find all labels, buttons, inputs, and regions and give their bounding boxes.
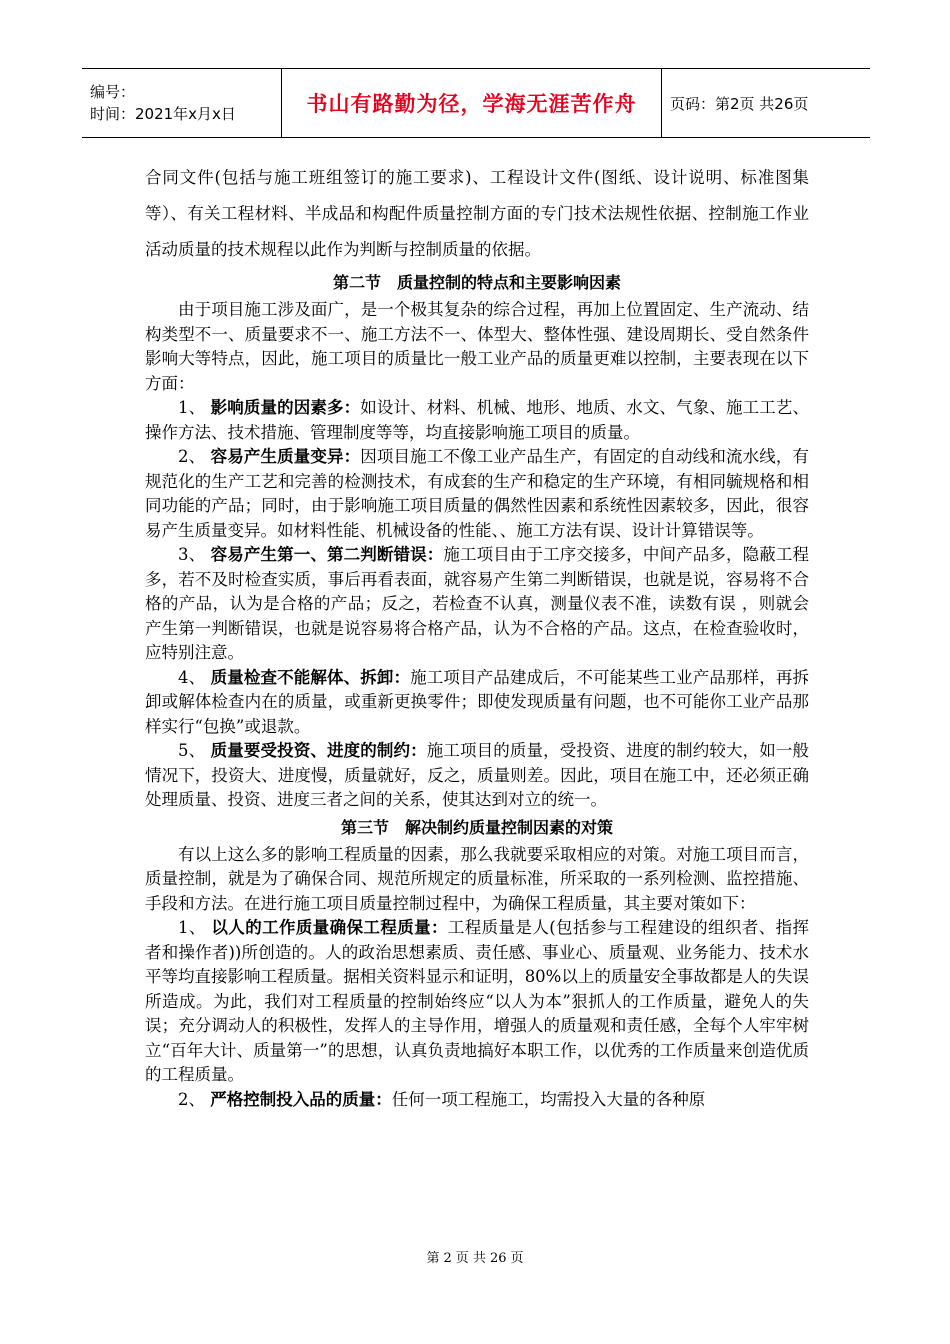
item-text: 工程质量是人(包括参与工程建设的组织者、指挥者和操作者))所创造的。人的政治思想素质、责任感、事业心、质量观、业务能力、技术水平等均直接影响工程质量。据相关资料显示和证明，80%以上的质量安全事故都是人的失误所造成。为此，我们对工程质量的控制始终应“以人为本”狠抓人的工作质量，避免人的失误；充分调动人的积极性，发挥人的主导作用，增强人的质量观和责任感，全每个人牢牢树立“百年大计、质量第一”的思想，认真负责地搞好本职工作，以优秀的工作质量来创造优质的工程质量。 (145, 918, 810, 1084)
section-3-item (145, 916, 809, 1088)
section-3-title: 第三节 解决制约质量控制因素的对策 (340, 817, 613, 837)
footer-total-pages: 26 (489, 1251, 507, 1266)
item-title: 容易产生第一、第二判断错误： (210, 545, 444, 564)
section-2-item (145, 396, 809, 445)
item-text: 如设计、材料、机械、地形、地质、水文、气象、施工工艺、操作方法、技术措施、管理制度等等，均直接影响施工项目的质量。 (145, 398, 809, 442)
item-text: 任何一项工程施工，均需投入大量的各种原 (391, 1089, 706, 1109)
header-meta (82, 69, 282, 137)
item-number: 2、 (178, 1089, 205, 1109)
doc-date: 时间：2021年x月x日 (90, 105, 236, 123)
section-2-item (145, 445, 809, 543)
section-2-item (145, 739, 809, 813)
item-title: 以人的工作质量确保工程质量： (211, 918, 448, 937)
item-title: 影响质量的因素多： (210, 398, 361, 417)
item-text: 施工项目产品建成后，不可能某些工业产品那样，再拆卸或解体检查内在的质量，或重新更换零件；即使发现质量有问题，也不可能你工业产品那样实行“包换”或退款。 (145, 667, 809, 736)
footer-prefix: 第 (426, 1251, 440, 1266)
item-title: 质量检查不能解体、拆卸： (210, 667, 411, 687)
section-3-item (145, 1088, 809, 1113)
footer-page-number: 2 (443, 1251, 452, 1266)
footer-suffix: 页 (510, 1251, 524, 1266)
item-number: 5、 (178, 741, 206, 760)
page-footer (0, 1247, 950, 1266)
item-number: 1、 (178, 918, 206, 937)
item-number: 2、 (178, 447, 206, 466)
item-title: 质量要受投资、进度的制约： (210, 741, 427, 760)
header-motto-cell (282, 69, 662, 137)
doc-number: 编号： (90, 83, 136, 101)
item-text: 施工项目由于工序交接多，中间产品多，隐蔽工程多，若不及时检查实质，事后再看表面，就容易产生第二判断错误，也就是说，容易将不合格的产品，认为是合格的产品；反之，若检查不认真，测量仪表不准，读数有误 ，则就会产生第一判断错误，也就是说容易将合格产品，认为不合格的产品。这点，在检查验收时，应特别注意。 (145, 545, 809, 662)
item-title: 严格控制投入品的质量： (210, 1089, 392, 1109)
document-body (145, 160, 809, 1112)
footer-mid: 页 共 (455, 1251, 486, 1266)
intro-paragraph: 合同文件(包括与施工班组签订的施工要求)、工程设计文件(图纸、设计说明、标准图集等）、有关工程材料、半成品和构配件质量控制方面的专门技术法规性依据、控制施工作业活动质量的技术规程以此作为判断与控制质量的依据。 (145, 168, 809, 259)
page-header (82, 68, 870, 138)
item-number: 4、 (178, 667, 206, 687)
item-title: 容易产生质量变异： (210, 447, 361, 466)
section-2-item (145, 543, 809, 666)
item-number: 3、 (178, 545, 206, 564)
section-2-lead: 由于项目施工涉及面广，是一个极其复杂的综合过程，再加上位置固定、生产流动、结构类型不一、质量要求不一、施工方法不一、体型大、整体性强、建设周期长、受自然条件影响大等特点，因此，施工项目的质量比一般工业产品的质量更难以控制，主要表现在以下方面： (145, 300, 809, 393)
section-2-item (145, 666, 809, 740)
header-page-cell (662, 69, 870, 137)
item-text: 因项目施工不像工业产品生产，有固定的自动线和流水线，有规范化的生产工艺和完善的检测技术，有成套的生产和稳定的生产环境，有相同毓规格和相同功能的产品；同时，由于影响施工项目质量的偶然性因素和系统性因素较多，因此，很容易产生质量变异。如材料性能、机械设备的性能、、施工方法有误、设计计算错误等。 (145, 447, 809, 540)
motto: 书山有路勤为径，学海无涯苦作舟 (306, 92, 637, 116)
item-text: 施工项目的质量，受投资、进度的制约较大，如一般情况下，投资大、进度慢，质量就好，反之，质量则差。因此，项目在施工中，还必须正确处理质量、投资、进度三者之间的关系，使其达到对立的统一。 (145, 741, 809, 809)
section-3-lead: 有以上这么多的影响工程质量的因素，那么我就要采取相应的对策。对施工项目而言，质量控制，就是为了确保合同、规范所规定的质量标准，所采取的一系列检测、监控措施、手段和方法。在进行施工项目质量控制过程中，为确保工程质量，其主要对策如下： (145, 844, 809, 913)
page-info: 页码：第2页 共26页 (670, 94, 809, 113)
item-number: 1、 (178, 398, 206, 417)
section-2-title: 第二节 质量控制的特点和主要影响因素 (332, 273, 621, 292)
